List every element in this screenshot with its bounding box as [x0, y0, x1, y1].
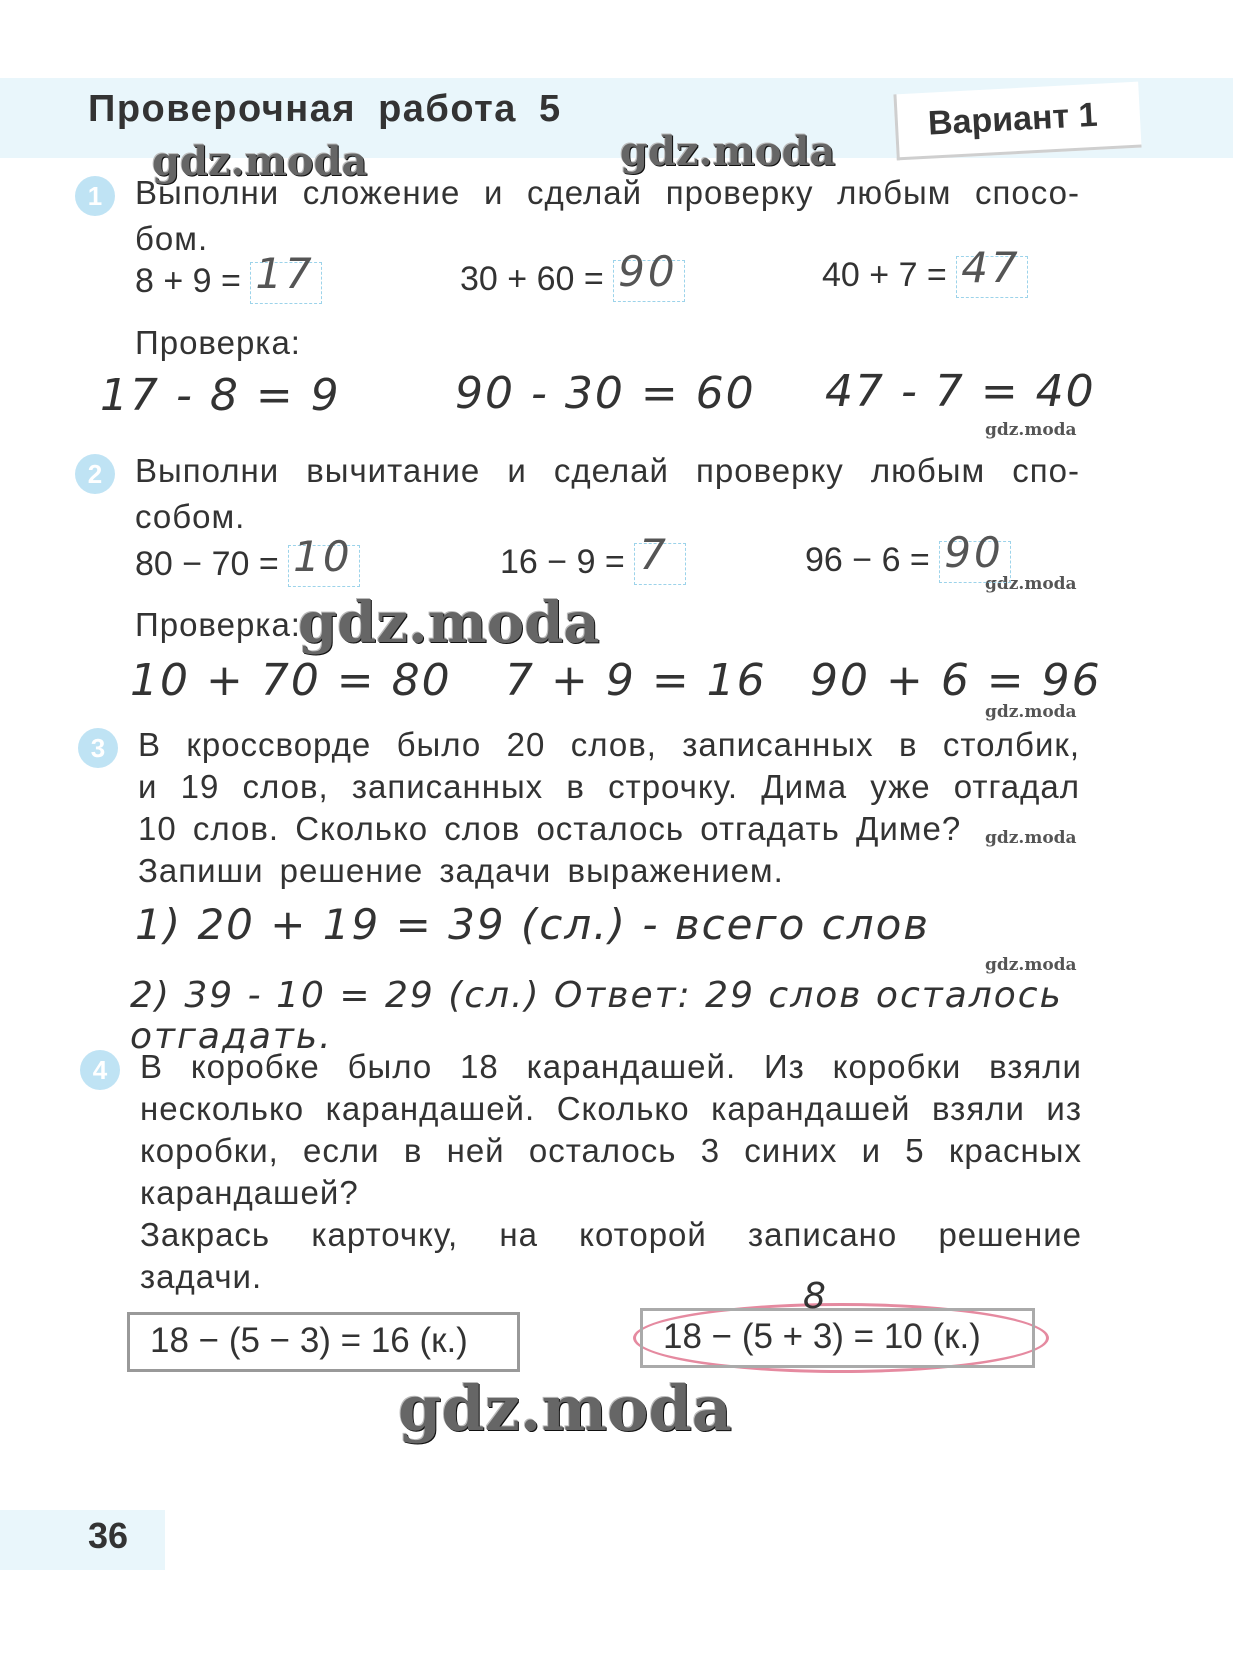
task2-expression-1: 80 − 70 = 10	[135, 545, 360, 587]
task4-text-line2: несколько карандашей. Сколько карандашей взяли из	[140, 1090, 1082, 1127]
task1-expression-3: 40 + 7 = 47	[822, 256, 1028, 298]
answer-box[interactable]: 90	[939, 541, 1011, 583]
watermark: gdz.moda	[985, 574, 1077, 594]
task3-solution-1: 1) 20 + 19 = 39 (сл.) - всего слов	[135, 900, 931, 949]
task1-expression-2: 30 + 60 = 90	[460, 260, 685, 302]
watermark: gdz.moda	[985, 702, 1077, 722]
task1-text-line1: Выполни сложение и сделай проверку любым спосо-	[135, 174, 1080, 211]
task2-check-1: 10 + 70 = 80	[130, 655, 452, 706]
answer-box[interactable]: 47	[956, 256, 1028, 298]
watermark: gdz.moda	[152, 138, 368, 185]
task-number-badge: 1	[75, 176, 115, 216]
page-number-band	[0, 1510, 165, 1570]
answer-box[interactable]: 90	[613, 260, 685, 302]
task4-text-line1: В коробке было 18 карандашей. Из коробки взяли	[140, 1048, 1082, 1085]
task2-check-label: Проверка:	[135, 606, 301, 643]
variant-label: Вариант 1	[893, 82, 1141, 161]
watermark: gdz.moda	[985, 955, 1077, 975]
task3-solution-2: 2) 39 - 10 = 29 (сл.) Ответ: 29 слов осталось отгадать.	[130, 975, 1063, 1057]
watermark: gdz.moda	[985, 828, 1077, 848]
page-number: 36	[88, 1515, 129, 1556]
answer-box[interactable]: 10	[288, 545, 360, 587]
page-title: Проверочная работа 5	[88, 88, 562, 130]
answer-card-1[interactable]: 18 − (5 − 3) = 16 (к.)	[127, 1312, 520, 1372]
task2-check-3: 90 + 6 = 96	[810, 655, 1102, 706]
task-number-badge: 3	[78, 728, 118, 768]
task2-text-line1: Выполни вычитание и сделай проверку любым спо-	[135, 452, 1080, 489]
task1-check-2: 90 - 30 = 60	[455, 368, 756, 419]
task3-text-line2: и 19 слов, записанных в строчку. Дима уже отгадал	[138, 768, 1080, 805]
task1-check-label: Проверка:	[135, 324, 301, 361]
task4-text-line6: задачи.	[140, 1258, 263, 1295]
task4-text-line5: Закрась карточку, на которой записано решение	[140, 1216, 1082, 1253]
task1-check-3: 47 - 7 = 40	[825, 366, 1096, 417]
task1-expression-1: 8 + 9 = 17	[135, 262, 322, 304]
watermark: gdz.moda	[298, 590, 600, 656]
task-number-badge: 4	[80, 1050, 120, 1090]
card2-handwritten-note: 8	[803, 1276, 828, 1317]
task-number-badge: 2	[75, 454, 115, 494]
answer-box[interactable]: 7	[634, 543, 686, 585]
task2-expression-3: 96 − 6 = 90	[805, 541, 1011, 583]
task2-expression-2: 16 − 9 = 7	[500, 543, 686, 585]
answer-box[interactable]: 17	[250, 262, 322, 304]
task2-check-2: 7 + 9 = 16	[505, 655, 767, 706]
task4-text-line3: коробки, если в ней осталось 3 синих и 5 красных	[140, 1132, 1082, 1169]
task4-text-line4: карандашей?	[140, 1174, 359, 1211]
task3-text-line4: Запиши решение задачи выражением.	[138, 852, 784, 889]
task3-text-line3: 10 слов. Сколько слов осталось отгадать Диме?	[138, 810, 962, 847]
task3-text-line1: В кроссворде было 20 слов, записанных в столбик,	[138, 726, 1080, 763]
watermark: gdz.moda	[398, 1372, 732, 1445]
task2-text-line2: собом.	[135, 498, 246, 535]
watermark: gdz.moda	[985, 420, 1077, 440]
watermark: gdz.moda	[620, 128, 836, 175]
answer-card-2[interactable]: 18 − (5 + 3) = 10 (к.)	[640, 1308, 1035, 1368]
task1-text-line2: бом.	[135, 220, 209, 257]
task1-check-1: 17 - 8 = 9	[100, 370, 341, 421]
